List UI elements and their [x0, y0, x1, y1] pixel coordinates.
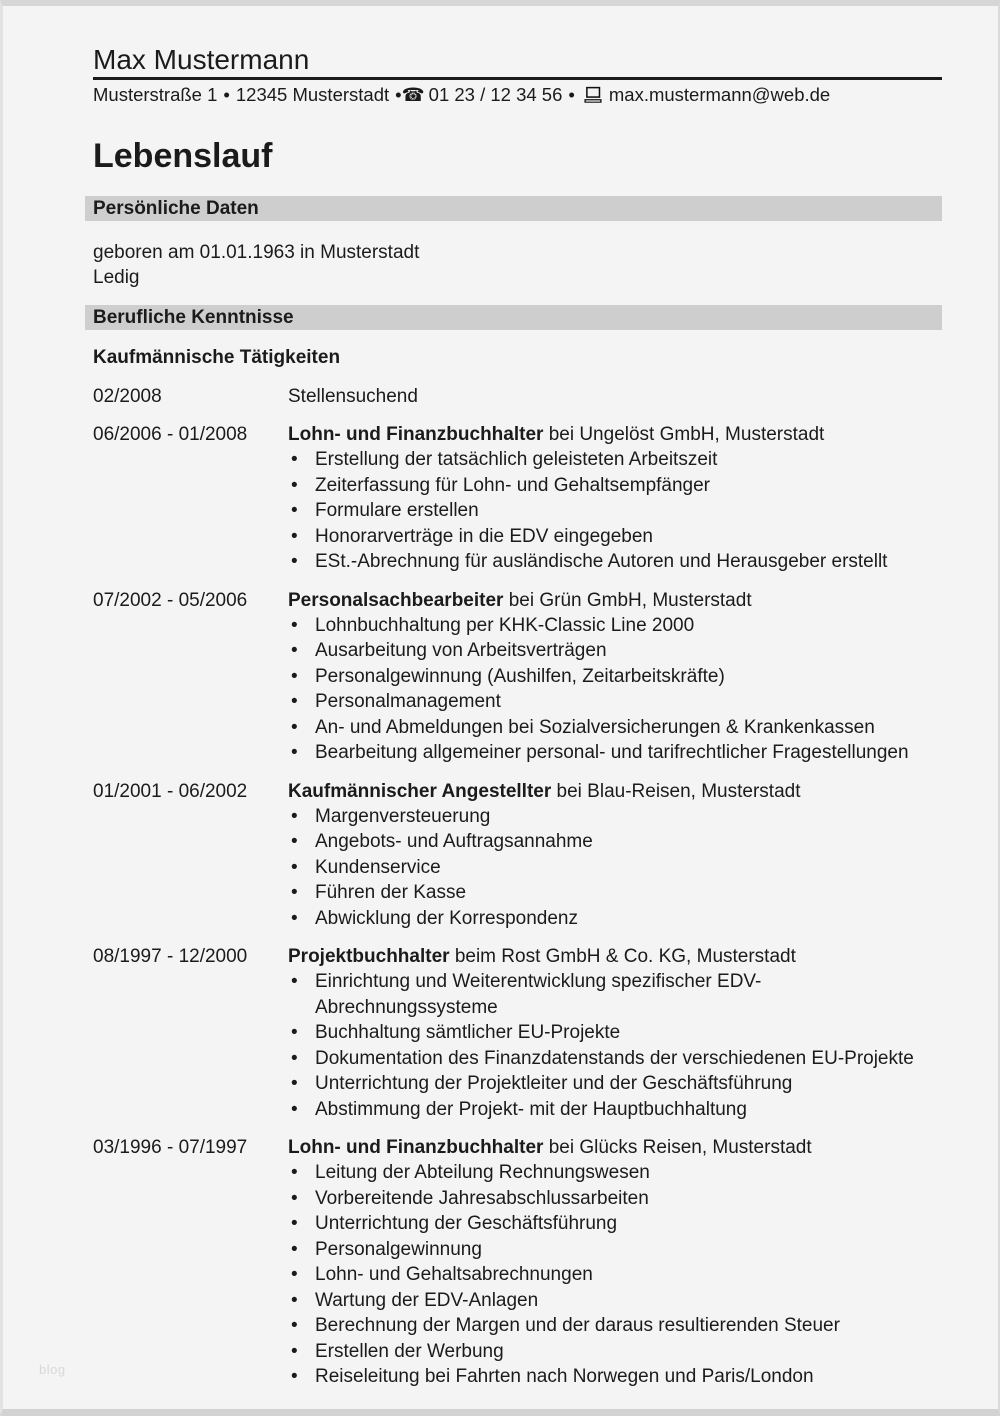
header-divider: [93, 77, 942, 80]
entry-duties: [288, 1160, 942, 1390]
duty-item: • Honorarverträge in die EDV eingegeben: [288, 524, 942, 550]
resume-header: [85, 45, 942, 107]
entry-role: Lohn- und Finanzbuchhalter: [288, 424, 544, 445]
address-text: Musterstraße 1: [93, 84, 218, 105]
watermark-text: blog: [39, 1362, 66, 1377]
duty-item: • Kundenservice: [288, 855, 942, 881]
duty-item: • Formulare erstellen: [288, 498, 942, 524]
entry-role: Projektbuchhalter: [288, 946, 450, 967]
duty-item: • Abstimmung der Projekt- mit der Hauptbuchhaltung: [288, 1097, 942, 1123]
entry-period: 08/1997 - 12/2000: [93, 946, 248, 967]
duty-item: • Angebots- und Auftragsannahme: [288, 829, 942, 855]
duty-item: • Bearbeitung allgemeiner personal- und tarifrechtlicher Fragestellungen: [288, 740, 942, 766]
duty-item: • Reiseleitung bei Fahrten nach Norwegen und Paris/London: [288, 1364, 942, 1390]
entry-company: beim Rost GmbH & Co. KG, Musterstadt: [449, 946, 796, 967]
duty-item: • Unterrichtung der Projektleiter und der Geschäftsführung: [288, 1071, 942, 1097]
duty-item: • Unterrichtung der Geschäftsführung: [288, 1211, 942, 1237]
entry-role: Stellensuchend: [288, 386, 418, 407]
experience-entry: [93, 588, 942, 766]
duty-item: • Personalmanagement: [288, 689, 942, 715]
entry-details: [288, 384, 942, 409]
entry-duties: [288, 969, 942, 1122]
duty-item: • An- und Abmeldungen bei Sozialversicherungen & Krankenkassen: [288, 715, 942, 741]
duty-item: • ESt.-Abrechnung für ausländische Autoren und Herausgeber erstellt: [288, 549, 942, 575]
entry-duties: [288, 613, 942, 766]
duty-item: • Dokumentation des Finanzdatenstands der verschiedenen EU-Projekte: [288, 1046, 942, 1072]
entry-period: 06/2006 - 01/2008: [93, 424, 248, 445]
entry-period: 02/2008: [93, 386, 162, 407]
duty-item: • Ausarbeitung von Arbeitsverträgen: [288, 638, 942, 664]
entry-duties: [288, 447, 942, 575]
entry-period: 03/1996 - 07/1997: [93, 1137, 248, 1158]
entry-role-line: [288, 384, 942, 409]
phone-number: 01 23 / 12 34 56: [428, 84, 563, 105]
entry-role-line: [288, 422, 942, 447]
duty-item: • Personalgewinnung (Aushilfen, Zeitarbeitskräfte): [288, 664, 942, 690]
entry-details: [288, 944, 942, 1122]
duty-item: • Lohnbuchhaltung per KHK-Classic Line 2000: [288, 613, 942, 639]
duty-item: • Führen der Kasse: [288, 880, 942, 906]
entry-details: [288, 1135, 942, 1390]
entry-company: bei Blau-Reisen, Musterstadt: [551, 780, 801, 802]
bullet-separator: •: [223, 84, 230, 105]
entry-period: 01/2001 - 06/2002: [93, 780, 248, 802]
experience-list: [85, 384, 942, 1390]
entry-company: bei Grün GmbH, Musterstadt: [503, 589, 752, 611]
experience-entry: [93, 384, 942, 409]
entry-role-line: [288, 588, 942, 613]
phone-icon: ☎: [401, 85, 425, 106]
duty-item: • Erstellung der tatsächlich geleisteten Arbeitszeit: [288, 447, 942, 473]
entry-company: bei Ungelöst GmbH, Musterstadt: [543, 424, 825, 445]
duty-item: • Vorbereitende Jahresabschlussarbeiten: [288, 1186, 942, 1212]
entry-company: bei Glücks Reisen, Musterstadt: [543, 1137, 812, 1158]
city-text: 12345 Musterstadt: [235, 84, 390, 105]
duty-item: • Berechnung der Margen und der daraus resultierenden Steuer: [288, 1313, 942, 1339]
experience-entry: [93, 1135, 942, 1390]
section-heading-personal-data: Persönliche Daten: [85, 196, 942, 221]
experience-entry: [93, 779, 942, 932]
duty-item: • Lohn- und Gehaltsabrechnungen: [288, 1262, 942, 1288]
email-address: max.mustermann@web.de: [608, 84, 831, 105]
entry-role-line: [288, 1135, 942, 1160]
marital-status-line: Ledig: [93, 267, 140, 288]
duty-item: • Buchhaltung sämtlicher EU-Projekte: [288, 1020, 942, 1046]
duty-item: • Abwicklung der Korrespondenz: [288, 906, 942, 932]
subsection-heading-commercial-activities: Kaufmännische Tätigkeiten: [93, 347, 341, 368]
entry-role: Personalsachbearbeiter: [288, 589, 504, 611]
page-title: Lebenslauf: [93, 137, 273, 175]
entry-details: [288, 422, 942, 575]
entry-role-line: [288, 944, 942, 969]
experience-entry: [93, 422, 942, 575]
entry-role: Kaufmännischer Angestellter: [288, 780, 552, 802]
duty-item: • Personalgewinnung: [288, 1237, 942, 1263]
bullet-separator: •: [395, 84, 402, 105]
entry-role: Lohn- und Finanzbuchhalter: [288, 1137, 544, 1158]
duty-item: • Wartung der EDV-Anlagen: [288, 1288, 942, 1314]
duty-item: • Zeiterfassung für Lohn- und Gehaltsempfänger: [288, 473, 942, 499]
entry-details: [288, 779, 942, 932]
person-name: Max Mustermann: [93, 44, 310, 75]
experience-entry: [93, 944, 942, 1122]
birth-info-line: geboren am 01.01.1963 in Musterstadt: [93, 242, 420, 263]
computer-icon: [583, 86, 603, 104]
duty-item: • Margenversteuerung: [288, 804, 942, 830]
entry-period: 07/2002 - 05/2006: [93, 589, 248, 611]
entry-duties: [288, 804, 942, 932]
entry-details: [288, 588, 942, 766]
contact-line: [93, 84, 942, 107]
duty-item: • Leitung der Abteilung Rechnungswesen: [288, 1160, 942, 1186]
duty-item: • Einrichtung und Weiterentwicklung spezifischer EDV-Abrechnungssysteme: [288, 969, 942, 1020]
duty-item: • Erstellen der Werbung: [288, 1339, 942, 1365]
entry-role-line: [288, 779, 942, 804]
section-heading-professional-skills: Berufliche Kenntnisse: [85, 305, 942, 330]
bullet-separator: •: [568, 84, 575, 105]
